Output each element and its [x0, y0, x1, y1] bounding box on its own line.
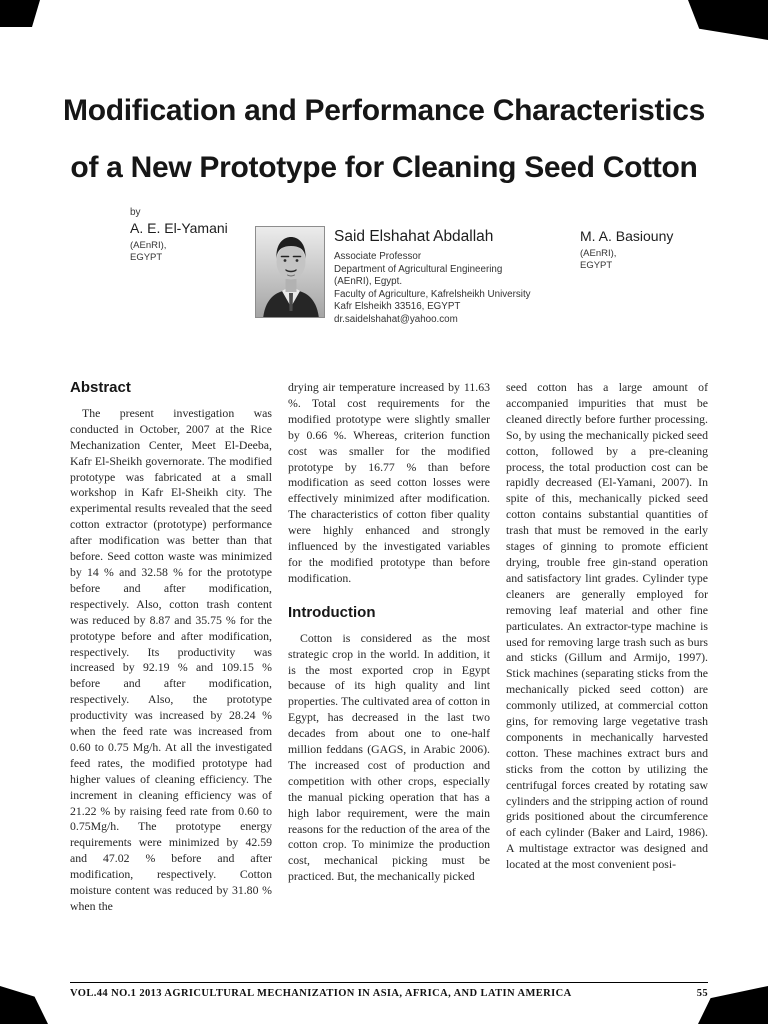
paper-title: [40, 82, 728, 196]
byline: [72, 206, 712, 334]
author-center: [334, 228, 594, 327]
title-line-2: of a New Prototype for Cleaning Seed Cotton: [70, 151, 698, 184]
column-2: [288, 380, 490, 964]
author-center-name: Said Elshahat Abdallah: [334, 228, 494, 245]
author-left-country: EGYPT: [130, 252, 163, 263]
page-footer: [70, 982, 708, 999]
column-1: [70, 380, 272, 964]
author-right-affiliation: (AEnRI),: [580, 248, 617, 259]
scan-corner-top-left: [0, 0, 40, 27]
author-right-country: EGYPT: [580, 260, 613, 271]
by-label: by: [130, 207, 141, 218]
scan-corner-bottom-left: [0, 986, 48, 1024]
author-right: [580, 228, 673, 272]
column-3: [506, 380, 708, 964]
author-center-line-1: Associate Professor: [334, 251, 422, 262]
author-left: [130, 220, 228, 264]
author-center-line-5: Kafr Elsheikh 33516, EGYPT: [334, 301, 461, 313]
author-left-affiliation: (AEnRI),: [130, 240, 167, 251]
abstract-text-col1: The present investigation was conducted in October, 2007 at the Rice Mechanization Center, Meet El-Deeba, Kafr El-Sheikh governorate. The modified prototype was fabricated at a small workshop in Kafr El-Sheikh city. The experimental results revealed that the seed cotton extractor (prototype) performance after modification was better than that before. Seed cotton waste was minimized by 14 % and 32.58 % for the prototype before and after modification, respectively. Also, cotton trash content was reduced by 8.87 and 35.75 % for the prototype before and after modification, respectively. Its productivity was increased by 92.19 % and 109.15 % before and after modification, respectively. Also, the prototype productivity was increased by 28.24 % when the feed rate was increased from 0.60 to 0.75 Mg/h. At all the investigated feed rates, the modified prototype had higher values of cleaning efficiency. The increment in cleaning efficiency was of 21.22 % by raising feed rate from 0.60 to 0.75Mg/h. The prototype energy requirements were minimized by 42.59 and 47.02 % before and after modification, respectively. Cotton moisture content was reduced by 31.80 % when the: [70, 405, 272, 913]
abstract-heading: Abstract: [70, 380, 131, 396]
title-line-1: Modification and Performance Characteristics: [63, 94, 705, 127]
abstract-text-col2: drying air temperature increased by 11.63 %. Total cost requirements for the modified prototype were slightly smaller by 0.66 %. Whereas, criterion function cost was smaller for the modified prototype by 16.77 % than before modification as seed cotton losses were effectively minimized after modification. The characteristics of cotton fiber quality were highly enhanced and strongly influenced by the investigated variables for the modified prototype than before modification.: [288, 380, 490, 585]
introduction-text-col2: Cotton is considered as the most strategic crop in the world. In addition, it is the most exported crop in Egypt because of its high quality and lint properties. The cultivated area of cotton in Egypt, has decreased in the last two decades from about one to one-half million feddans (GAGS, in Arabic 2006). The increased cost of production and competition with other crops, especially the manual picking operation that has a high labor requirement, were the main reasons for the reduction of the area of the cotton crop. To minimize the production cost, mechanical picking must be practiced. But, the mechanically picked: [288, 630, 490, 884]
author-center-line-2: Department of Agricultural Engineering: [334, 263, 503, 275]
introduction-text-col3: seed cotton has a large amount of accompanied impurities that must be cleaned directly before further processing. So, by using the mechanically picked seed cotton, followed by a pre-cleaning process, the total production cost can be rapidly decreased (El-Yamani, 2007). In spite of this, mechanically picked seed cotton contains substantial quantities of trash that must be removed in the early stages of ginning to promote efficient drying, trouble free gin-stand operation and satisfactory lint grades. Cylinder type cleaners are generally employed for removing leaf material and other fine particulates. An extractor-type machine is used for removing large trash such as burs and sticks (Gillum and Armijo, 1997). Stick machines (separating sticks from the mechanically picked seed cotton) are commonly utilized, at commercial cotton gins, for removing large vegetative trash components in mechanically harvested cotton. These machines extract burs and sticks from the cotton by utilizing the centrifugal forces created by rotating saw cylinders and the stripping action of round grids positioned about the circumference of each cylinder (Baker and Laird, 1986). A multistage extractor was designed and located at the most convenient posi-: [506, 380, 708, 872]
author-center-email: dr.saidelshahat@yahoo.com: [334, 313, 458, 325]
author-photo: [255, 226, 325, 318]
introduction-heading: Introduction: [288, 603, 376, 621]
page-number: 55: [696, 988, 708, 999]
scan-corner-top-right: [688, 0, 768, 40]
scan-corner-bottom-right: [698, 986, 768, 1024]
journal-line: VOL.44 NO.1 2013 AGRICULTURAL MECHANIZATION IN ASIA, AFRICA, AND LATIN AMERICA: [70, 988, 572, 999]
author-right-name: M. A. Basiouny: [580, 228, 674, 244]
author-left-name: A. E. El-Yamani: [130, 220, 228, 236]
author-center-line-3: (AEnRI), Egypt.: [334, 276, 403, 288]
author-portrait-illustration: [256, 227, 325, 318]
author-center-line-4: Faculty of Agriculture, Kafrelsheikh University: [334, 288, 531, 300]
